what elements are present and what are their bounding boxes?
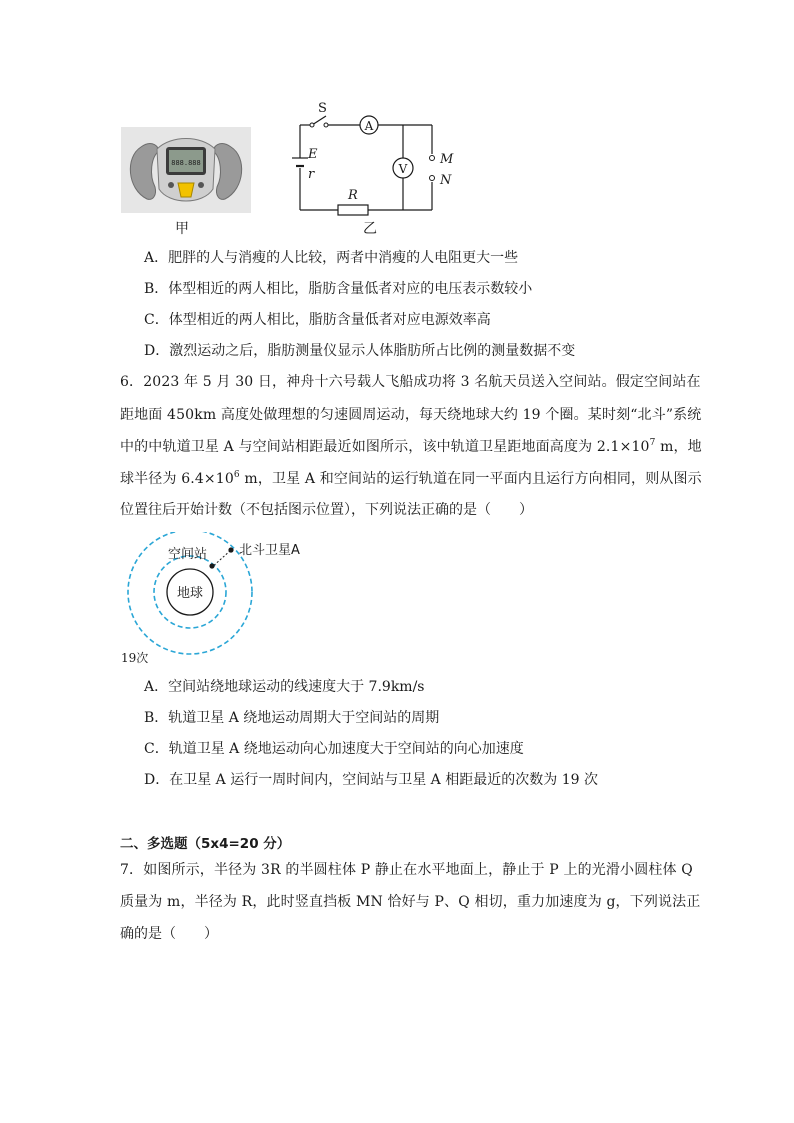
satellite-a-dot <box>228 547 233 552</box>
emf-label: E <box>308 147 318 162</box>
q5-option-b: B．体型相近的两人相比，脂肪含量低者对应的电压表示数较小 <box>144 281 533 297</box>
switch-label: S <box>318 101 327 116</box>
q7-stem-line3: 确的是（ ） <box>120 926 218 942</box>
orbit-diagram <box>118 532 318 662</box>
resistor-label: R <box>348 188 358 203</box>
q6-option-b: B．轨道卫星 A 绕地运动周期大于空间站的周期 <box>144 710 440 726</box>
figure-label-yi: 乙 <box>363 221 377 237</box>
figure-label-jia: 甲 <box>175 221 189 237</box>
terminal-m <box>430 156 435 161</box>
q6-stem-line4: 球半径为 $6.4\times 10^6$ m，卫星 A 和空间站的运行轨道在同一平面内且运行方向相同，则从图示 <box>120 470 702 487</box>
q6-option-a: A．空间站绕地球运动的线速度大于 7.9km/s <box>144 679 425 695</box>
q5-option-d: D．激烈运动之后，脂肪测量仪显示人体脂肪所占比例的测量数据不变 <box>144 343 576 359</box>
q6-option-d: D．在卫星 A 运行一周时间内，空间站与卫星 A 相距最近的次数为 19 次 <box>144 772 598 788</box>
section-2-heading: 二、多选题（5x4=20 分） <box>120 836 291 852</box>
q6-stem-line1: 6．2023 年 5 月 30 日，神舟十六号载人飞船成功将 3 名航天员送入空间站。假定空间站在 <box>120 374 701 390</box>
terminal-m-label: M <box>440 152 454 167</box>
body-fat-device-image <box>121 127 251 213</box>
device-screen-readout: 888.888 <box>171 159 201 167</box>
q5-option-a: A．肥胖的人与消瘦的人比较，两者中消瘦的人电阻更大一些 <box>144 250 519 266</box>
q5-option-c: C．体型相近的两人相比，脂肪含量低者对应电源效率高 <box>144 312 491 328</box>
internal-resistance-label: r <box>308 167 315 182</box>
q6-exponent-7: 7 <box>649 438 656 448</box>
q6-option-c: C．轨道卫星 A 绕地运动向心加速度大于空间站的向心加速度 <box>144 741 524 757</box>
terminal-n-label: N <box>440 173 452 188</box>
ammeter-label: A <box>364 119 374 133</box>
resistor-symbol <box>338 205 368 215</box>
space-station-dot <box>209 563 214 568</box>
q7-stem-line1: 7．如图所示，半径为 3R 的半圆柱体 P 静止在水平地面上，静止于 P 上的光滑小圆柱体 Q <box>120 862 693 878</box>
satellite-a-label: 北斗卫星A <box>239 543 300 558</box>
terminal-n <box>430 176 435 181</box>
voltmeter-label: V <box>398 162 408 176</box>
space-station-label: 空间站 <box>168 547 208 562</box>
circuit-diagram <box>288 100 468 220</box>
q6-stem-line3: 中的中轨道卫星 A 与空间站相距最近如图所示，该中轨道卫星距地面高度为 $2.1\times 10^7$ m，地 <box>120 438 702 455</box>
q7-stem-line2: 质量为 m，半径为 R，此时竖直挡板 MN 恰好与 P、Q 相切，重力加速度为 g，下列说法正 <box>120 894 701 910</box>
earth-label: 地球 <box>176 586 204 601</box>
orbit-note-19: 19次 <box>121 651 149 665</box>
q6-exponent-6: 6 <box>233 470 240 480</box>
q6-stem-line5: 位置往后开始计数（不包括图示位置），下列说法正确的是（ ） <box>120 502 533 518</box>
q6-stem-line2: 距地面 450km 高度处做理想的匀速圆周运动，每天绕地球大约 19 个圈。某时刻“北斗”系统 <box>120 407 702 423</box>
